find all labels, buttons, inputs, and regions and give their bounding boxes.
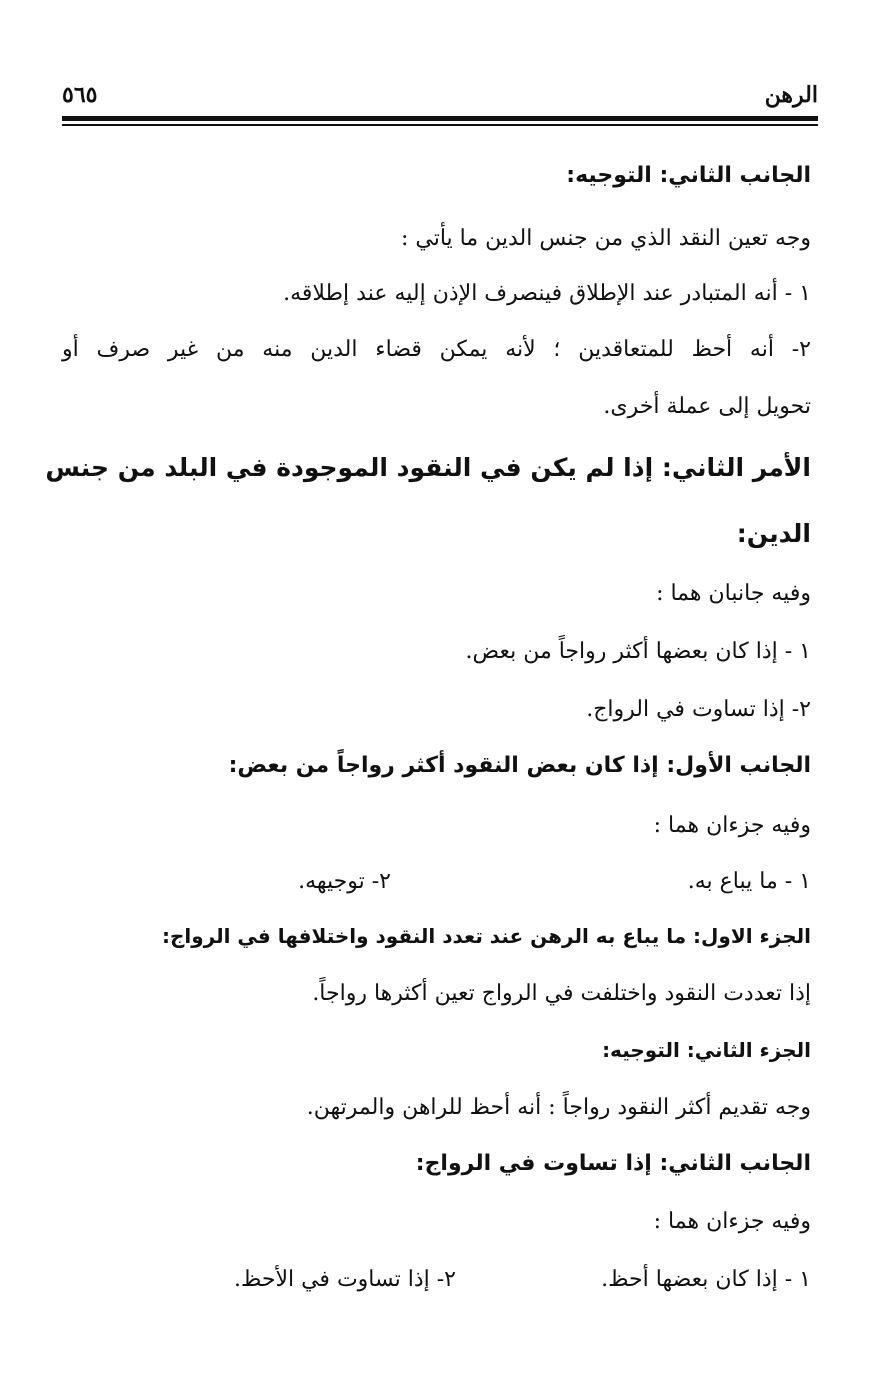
paragraph-line: تحويل إلى عملة أخرى. [603,394,811,419]
header-rule-thin [62,124,818,126]
list-item: ٢- توجيهه. [298,869,391,894]
list-item: ١ - ما يباع به. [687,869,811,894]
list-row [62,1260,811,1300]
paragraph-line: إذا تعددت النقود واختلفت في الرواج تعين أكثرها رواجاً. [312,981,811,1006]
paragraph-line: وفيه جانبان هما : [656,581,811,606]
list-row [62,862,811,902]
page-header [62,82,818,112]
paragraph-line: وفيه جزءان هما : [653,813,811,838]
list-item: ١ - أنه المتبادر عند الإطلاق فينصرف الإذن إليه عند إطلاقه. [283,281,811,306]
section-heading: الجزء الاول: ما يباع به الرهن عند تعدد النقود واختلافها في الرواج: [161,924,811,948]
header-rule-thick [62,116,818,121]
main-heading-continued: الدين: [736,519,811,548]
list-item: ٢- أنه أحظ للمتعاقدين ؛ لأنه يمكن قضاء الدين منه من غير صرف أو [62,337,811,362]
list-item: ٢- إذا تساوت في الرواج. [586,697,811,722]
list-item: ٢- إذا تساوت في الأحظ. [233,1267,456,1292]
section-heading: الجزء الثاني: التوجيه: [602,1038,811,1062]
section-heading: الجانب الثاني: إذا تساوت في الرواج: [415,1151,811,1176]
list-item: ١ - إذا كان بعضها أحظ. [601,1267,811,1292]
paragraph-line: وجه تعين النقد الذي من جنس الدين ما يأتي : [400,226,811,251]
main-heading: الأمر الثاني: إذا لم يكن في النقود الموجودة في البلد من جنس [45,453,811,482]
section-heading: الجانب الثاني: التوجيه: [566,163,811,188]
list-item: ١ - إذا كان بعضها أكثر رواجاً من بعض. [465,639,811,664]
page-number: ٥٦٥ [62,82,98,108]
paragraph-line: وجه تقديم أكثر النقود رواجاً : أنه أحظ للراهن والمرتهن. [306,1095,811,1120]
paragraph-line: وفيه جزءان هما : [653,1209,811,1234]
running-title: الرهن [764,82,818,108]
section-heading: الجانب الأول: إذا كان بعض النقود أكثر رواجاً من بعض: [228,753,811,778]
